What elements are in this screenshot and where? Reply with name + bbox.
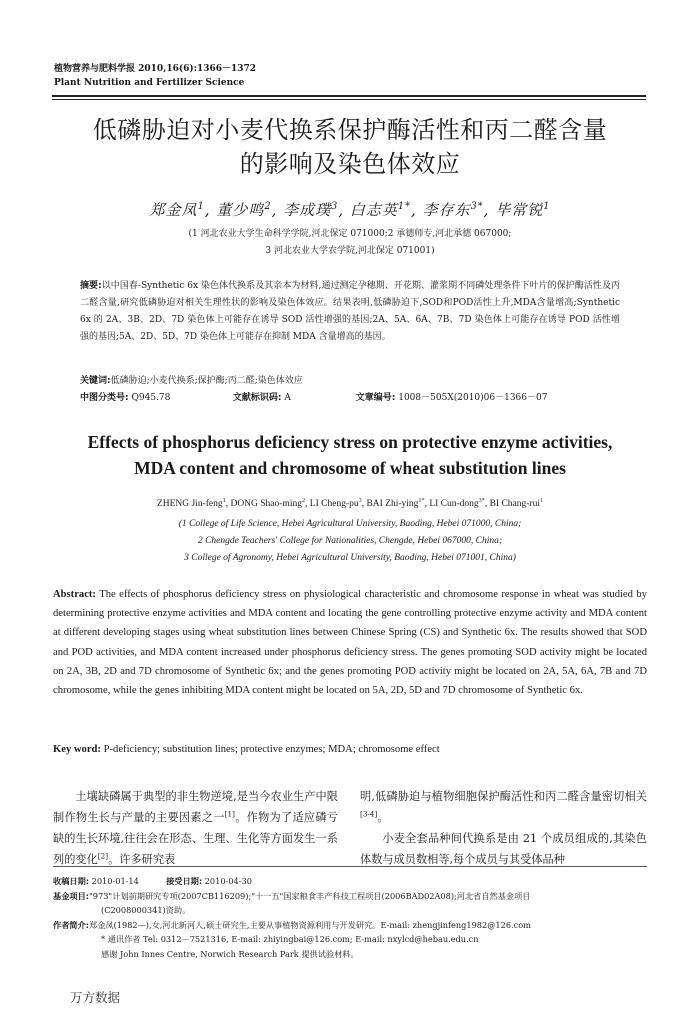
keywords-en — [53, 744, 647, 755]
journal-name-en: Plant Nutrition and Fertilizer Science — [54, 78, 245, 88]
abstract-cn — [80, 278, 620, 346]
title-en-line2: MDA content and chromosome of wheat substitution lines — [134, 458, 566, 478]
title-cn-line2: 的影响及染色体效应 — [239, 150, 461, 178]
abstract-en — [53, 585, 647, 700]
author-cn: 李存东$^{3*}$ — [422, 201, 484, 219]
keywords-en-label: Key word: — [53, 744, 101, 755]
body-column-left — [53, 786, 338, 870]
abstract-en-label: Abstract: — [53, 589, 96, 600]
body-column-right — [360, 786, 647, 870]
title-en-line1: Effects of phosphorus deficiency stress on protective enzyme activities, — [87, 432, 613, 452]
abstract-cn-text: 以中国春-Synthetic 6x 染色体代换系及其亲本为材料,通过测定孕穗期、开花期、灌浆期不同磷处理条件下叶片的保护酶活性及丙二醛含量,研究低磷胁迫对相关生理性状的影响及染色体效应。结果表明,低磷胁迫下,SOD和POD活性上升,MDA含量增高;Synthetic 6x 的 2A、3B、2D、7D 染色体上可能存在诱导 SOD 活性增强的基因;2A、5A、6A、7B、7D 染色体上可能存在诱导 POD 活性增强的基因;5A、2D、5D、7D 染色体上可能存在抑制 MDA 含量增高的基因。 — [80, 281, 620, 342]
footnote-divider — [53, 866, 647, 867]
authors-cn: 郑金凤$^1$, 董少鸣$^2$, 李成璞$^3$, 白志英$^{1*}$, 李存东$^{3*}$, 毕常锐$^1$ — [149, 201, 551, 219]
received-dates: 收稿日期: 2010-01-14 接受日期: 2010-04-30 — [53, 876, 252, 886]
header-rule-thick — [52, 95, 646, 97]
authors-en: ZHENG Jin-feng$^1$, DONG Shao-ming$^2$, LI Cheng-$pu^3$, BAI Zhi-ying$^{1*}$, LI Cun-dong$^{3*}$, BI Chang-rui$^1$ — [156, 497, 544, 509]
fund-note-cont: (C2008000341)资助。 — [101, 905, 191, 916]
journal-header — [54, 62, 256, 90]
author-en: BI Chang-rui$^1$ — [489, 497, 544, 509]
title-en — [50, 429, 650, 481]
affiliation-cn-line: (1 河北农业大学生命科学学院,河北保定 071000;2 承德师专,河北承德 067000; — [188, 229, 512, 239]
footnotes — [53, 874, 647, 962]
affiliation-en-line: 2 Chengde Teachers' College for Nationalities, Chengde, Hebei 067000, China; — [197, 536, 503, 546]
keywords-cn-text: 低磷胁迫;小麦代换系;保护酶;丙二醛;染色体效应 — [110, 376, 303, 386]
body-paragraph: 小麦全套品种间代换系是由 21 个成员组成的,其染色体数与成员数相等,每个成员与其受体品种 — [360, 832, 647, 866]
watermark-footer: 万方数据 — [70, 990, 121, 1005]
body-paragraph: 土壤缺磷属于典型的非生物逆境,是当今农业生产中限制作物生长与产量的主要因素之一[1]。作物为了适应磷亏缺的生长环境,往往会在形态、生理、生化等方面发生一系列的变化[2]。许多研究表 — [53, 790, 338, 866]
journal-name-cn: 植物营养与肥料学报 2010,16(6):1366－1372 — [54, 64, 257, 74]
affiliation-cn-line: 3 河北农业大学农学院,河北保定 071001) — [265, 246, 435, 256]
author-en: LI Cheng-$pu^3$ — [309, 497, 362, 509]
author-en: LI Cun-dong$^{3*}$ — [429, 497, 485, 509]
author-cn: 毕常锐$^1$ — [495, 201, 551, 219]
author-cn: 郑金凤$^1$ — [149, 201, 205, 219]
author-cn: 董少鸣$^2$ — [216, 201, 272, 219]
title-cn-line1: 低磷胁迫对小麦代换系保护酶活性和丙二醛含量 — [92, 116, 608, 144]
header-rule-thin — [52, 99, 646, 100]
author-cn: 李成璞$^3$ — [283, 201, 339, 219]
article-number: 文章编号: 1008－505X(2010)06－1366－07 — [355, 393, 548, 403]
author-en: BAI Zhi-ying$^{1*}$ — [366, 497, 425, 509]
classification-row — [80, 390, 620, 407]
author-cn: 白志英$^{1*}$ — [349, 201, 411, 219]
affiliations-en — [50, 516, 650, 567]
fund-note: 基金项目:"973"计划前期研究专项(2007CB116209);"十一五"国家粮食丰产科技工程项目(2006BAD02A08);河北省自然基金项目 — [53, 890, 531, 901]
abstract-en-text: The effects of phosphorus deficiency stress on physiological characteristic and chromosome response in wheat was studied by determining protective enzyme activities and MDA content and locating the gene controlling protective enzyme activity and MDA content at different developing stages using wheat substitution lines between Chinese Spring (CS) and Synthetic 6x. The results showed that SOD and POD activities, and MDA content increased under phosphorus deficiency stress. The genes promoting SOD activity might be located on 2A, 3B, 2D and 7D chromosome of Synthetic 6x; and the genes promoting POD activity might be located on 2A, 5A, 6A, 7B and 7D chromosome, while the genes inhibiting MDA content might be located on 5A, 2D, 5D and 7D chromosome of Synthetic 6x. — [53, 589, 647, 697]
author-bio: 作者简介:郑金凤(1982—),女,河北新河人,硕士研究生,主要从事植物资源利用与开发研究。E-mail: zhengjinfeng1982@126.com — [53, 919, 531, 930]
clc-number: 中图分类号: Q945.78 — [80, 393, 171, 403]
affiliations-cn — [60, 226, 640, 260]
title-cn — [50, 113, 650, 181]
keywords-cn-label: 关键词: — [80, 376, 111, 386]
document-code: 文献标识码: A — [232, 393, 291, 403]
body-paragraph: 明,低磷胁迫与植物细胞保护酶活性和丙二醛含量密切相关[3-4]。 — [360, 790, 647, 824]
abstract-cn-label: 摘要: — [80, 281, 102, 291]
affiliation-en-line: (1 College of Life Science, Hebei Agricultural University, Baoding, Hebei 071000, China; — [178, 519, 522, 529]
corresponding-author: * 通讯作者 Tel: 0312－7521316, E-mail: zhiyingbai@126.com; E-mail: nxylcd@hebau.edu.cn — [101, 934, 479, 945]
author-en: ZHENG Jin-feng$^1$ — [156, 497, 226, 509]
affiliation-en-line: 3 College of Agronomy, Hebei Agricultural University, Baoding, Hebei 071001, China) — [184, 553, 516, 563]
keywords-cn — [80, 373, 620, 390]
author-en: DONG Shao-ming$^2$ — [230, 497, 306, 509]
keywords-en-text: P-deficiency; substitution lines; protective enzymes; MDA; chromosome effect — [103, 744, 440, 755]
acknowledgement: 感谢 John Innes Centre, Norwich Research Park 提供试验材料。 — [101, 948, 359, 959]
